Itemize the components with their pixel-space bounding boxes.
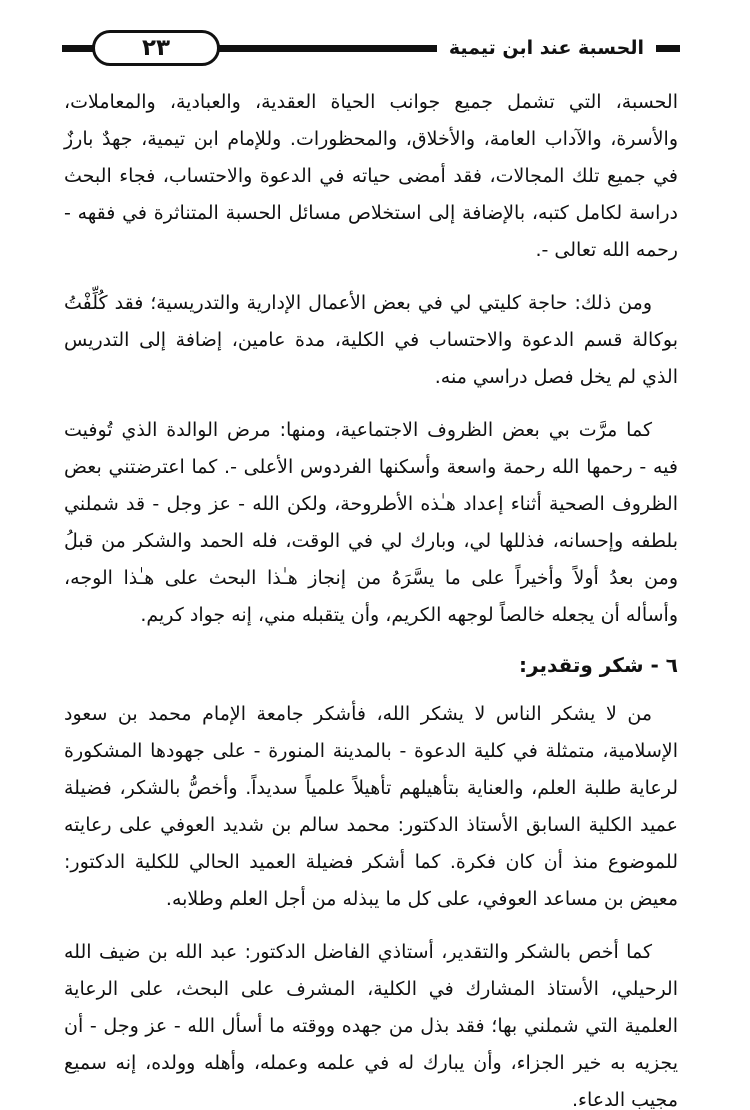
section-heading: ٦ - شكر وتقدير: xyxy=(519,653,678,677)
page-header xyxy=(62,28,680,70)
paragraph-3: كما مرَّت بي بعض الظروف الاجتماعية، ومنها: مرض الوالدة الذي تُوفيت فيه - رحمها الله رحمة واسعة وأسكنها الفردوس الأعلى -. كما اعترضتني بعض الظروف الصحية أثناء إعداد هـٰذه الأطروحة، ولكن الله - عز وجل - قد شملني بلطفه وإحسانه، فذللها لي، وبارك لي في الوقت، فله الحمد والشكر من قبلُ ومن بعدُ أولاً وأخيراً على ما يسَّرَهُ من إنجاز هـٰذا البحث على هـٰذا الوجه، وأسأله أن يجعله خالصاً لوجهه الكريم، وأن يتقبله مني، إنه جواد كريم. xyxy=(64,419,678,626)
paragraph-4: من لا يشكر الناس لا يشكر الله، فأشكر جامعة الإمام محمد بن سعود الإسلامية، متمثلة في كلية الدعوة - بالمدينة المنورة - على جهودها المشكورة لرعاية طلبة العلم، والعناية بتأهيلهم تأهيلاً علمياً سديداً. وأخصُّ بالشكر، فضيلة عميد الكلية السابق الأستاذ الدكتور: محمد سالم بن شديد العوفي على رعايته للموضوع منذ أن كان فكرة. كما أشكر فضيلة العميد الحالي للكلية الدكتور: معيض بن مساعد العوفي، على كل ما يبذله من أجل العلم وطلابه. xyxy=(64,703,678,910)
running-title: الحسبة عند ابن تيمية xyxy=(437,28,656,68)
paragraph-2: ومن ذلك: حاجة كليتي لي في بعض الأعمال الإدارية والتدريسية؛ فقد كُلِّفْتُ بوكالة قسم الدعوة والاحتساب في الكلية، مدة عامين، إضافة إلى التدريس الذي لم يخل فصل دراسي منه. xyxy=(64,292,678,388)
page-number: ٢٣ xyxy=(92,30,220,66)
paragraph-1: الحسبة، التي تشمل جميع جوانب الحياة العقدية، والعبادية، والمعاملات، والأسرة، والآداب العامة، والأخلاق، والمحظورات. وللإمام ابن تيمية، جهدٌ بارزٌ في جميع تلك المجالات، فقد أمضى حياته في الدعوة والاحتساب، فجاء البحث دراسة لكامل كتبه، بالإضافة إلى استخلاص مسائل الحسبة المتناثرة في فقهه - رحمه الله تعالى -. xyxy=(64,91,678,261)
paragraph-5: كما أخص بالشكر والتقدير، أستاذي الفاضل الدكتور: عبد الله بن ضيف الله الرحيلي، الأستاذ المشارك في الكلية، المشرف على البحث، على الرعاية العلمية التي شملني بها؛ فقد بذل من جهده ووقته ما أسأل الله - عز وجل - أن يجزيه به خير الجزاء، وأن يبارك له في علمه وعمله، وأهله وولده، إنه سميع مجيب الدعاء. xyxy=(64,941,678,1110)
page-body xyxy=(64,84,678,1110)
